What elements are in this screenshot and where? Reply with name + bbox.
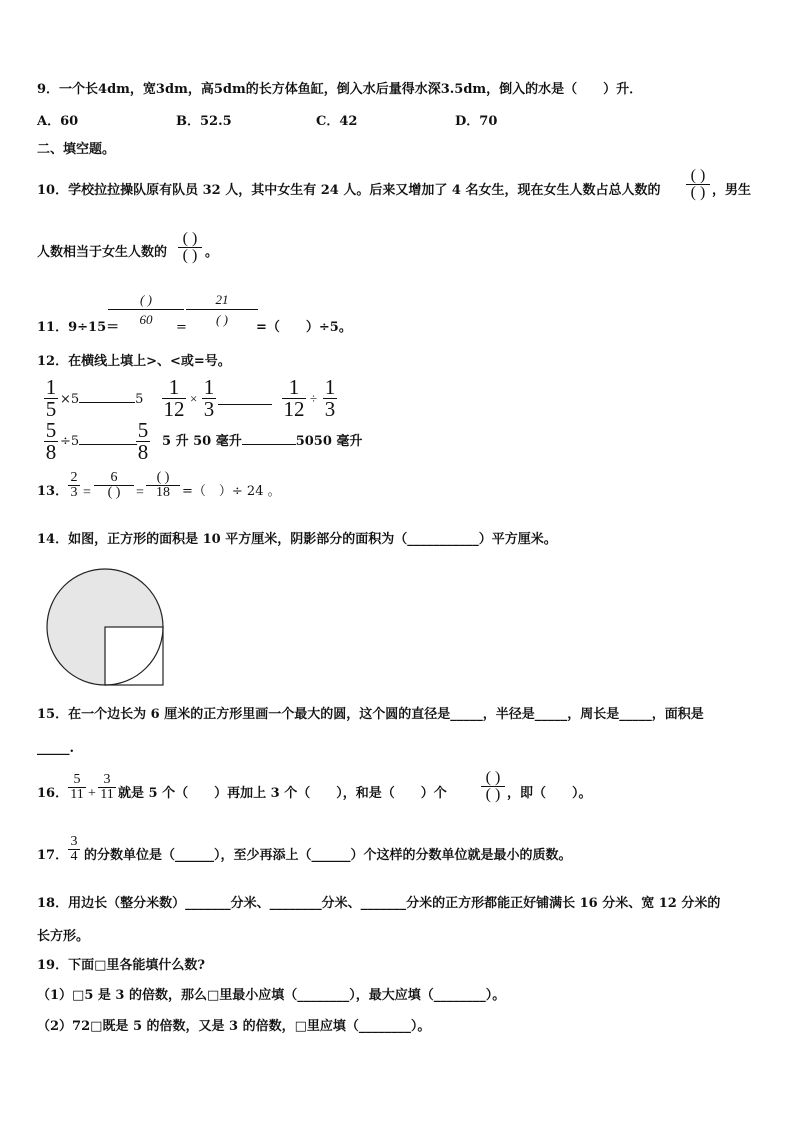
frac-num: 1 [324,375,336,399]
frac-den: 18 [156,485,170,500]
q12-r2-volume [162,433,362,450]
frac-den: 3 [324,397,336,421]
q12-frac-5-8b [136,420,150,463]
frac-den: ( ) [107,485,121,500]
q10-line2: 人数相当于女生人数的 [37,245,168,260]
q10-after-frac: ，男生 [712,183,752,198]
q10-frac2-den: ( ) [182,247,198,264]
q9-option-a: A．60 [37,114,79,129]
q12-times-5: ×5 [60,392,80,407]
frac-den: 12 [163,397,185,421]
frac-num: 3 [103,772,111,787]
q12-frac-5-8 [44,420,58,463]
q16-plus: + [88,786,96,801]
answer-blank[interactable] [79,433,137,445]
frac-num: 1 [288,375,300,399]
q14-figure [44,566,172,688]
frac-den: 8 [45,440,57,464]
frac-den: 3 [203,397,215,421]
frac-den: 12 [283,397,305,421]
q12-5l50ml: 5 升 50 毫升 [162,434,242,449]
q13-frac-18 [146,471,180,500]
answer-blank[interactable] [218,393,272,405]
q10-line1: 10．学校拉拉操队原有队员 32 人，其中女生有 24 人。后来又增加了 4 名女生，现在女生人数占总人数的 [37,183,661,198]
frac-num: 6 [110,470,118,485]
inner-square [105,627,163,685]
q11-equals: = [176,320,187,335]
q9-text: 9．一个长4dm，宽3dm，高5dm的长方体鱼缸，倒入水后量得水深3.5dm，倒入的水是（ ）升． [37,82,643,97]
q12-r1-expr [60,391,143,408]
q11-frac2-num: 21 [215,292,229,307]
frac-num: 1 [168,375,180,399]
frac-num: 5 [45,418,57,442]
q15-line1: 15．在一个边长为 6 厘米的正方形里画一个最大的圆，这个圆的直径是_____，半径是_____，周长是_____，面积是 [37,707,704,722]
frac-den: ( ) [485,786,501,803]
q12-frac-1-12b [282,377,306,420]
q12-frac-1-12 [162,377,186,420]
q16-frac-5-11 [68,773,86,802]
frac-den: 8 [137,440,149,464]
q17-prefix: 17． [37,848,69,863]
q19-sub-1: （1）□5 是 3 的倍数，那么□里最小应填（________），最大应填（________）。 [37,988,506,1003]
q18-line2: 长方形。 [37,929,90,944]
q11-fraction-2 [186,293,258,326]
q12-divide-5: ÷5 [60,434,80,449]
frac-num: 5 [137,418,149,442]
q17-frac-3-4 [68,835,80,864]
section-heading: 二、填空题。 [37,142,116,157]
frac-num: 2 [70,470,78,485]
q9-option-c: C．42 [316,114,358,129]
frac-num: 5 [73,772,81,787]
q12-r2-expr [60,433,137,450]
q11-frac1-num: ( ) [140,292,152,307]
frac-num: ( ) [156,470,170,485]
answer-blank[interactable] [242,433,296,445]
q13-tail: =（ ）÷ 24 。 [182,484,281,499]
q12-value-5: 5 [135,392,144,407]
q16-tail: ，即（ ）。 [507,786,592,801]
frac-num: 1 [45,375,57,399]
q10-frac1-den: ( ) [690,184,706,201]
q13-eq-2: = [136,485,144,500]
q12-frac-1-3b [323,377,337,420]
q10-frac2-num: ( ) [182,230,198,247]
q16-fraction-blank [481,770,505,803]
q16-frac-3-11 [98,773,116,802]
q9-option-d: D．70 [455,114,498,129]
frac-num: 3 [70,834,78,849]
q13-prefix: 13． [37,484,69,499]
q14-text: 14．如图，正方形的面积是 10 平方厘米，阴影部分的面积为（___________）平方厘米。 [37,532,557,547]
q19-sub-2: （2）72□既是 5 的倍数，又是 3 的倍数，□里应填（________）。 [37,1019,431,1034]
q11-frac1-den: 60 [139,312,153,327]
answer-blank[interactable] [79,391,135,403]
frac-den: 4 [70,849,78,864]
q18-line1: 18．用边长（整分米数）_______分米、________分米、_______分米的正方形都能正好铺满长 16 分米、宽 12 分米的 [37,896,721,911]
q11-prefix: 11．9÷15＝ [37,320,120,335]
q13-frac-6 [94,471,134,500]
q10-end: 。 [205,245,219,260]
q13-eq-1: = [83,485,91,500]
frac-den: 5 [45,397,57,421]
q11-tail: =（ ）÷5。 [256,320,352,335]
q11-fraction-1 [108,293,184,326]
q12-frac-1-3 [202,377,216,420]
q9-option-b: B．52.5 [176,114,232,129]
q16-prefix: 16． [37,786,69,801]
frac-num: ( ) [485,769,501,786]
q12-frac-1-5 [44,377,58,420]
q10-frac1-num: ( ) [690,167,706,184]
q11-frac2-den: ( ) [216,312,228,327]
q12-title: 12．在横线上填上>、<或=号。 [37,354,231,369]
q16-mid: 就是 5 个（ ）再加上 3 个（ ），和是（ ）个 [118,786,447,801]
frac-den: 11 [70,787,84,802]
q12-5050ml: 5050 毫升 [295,434,363,449]
frac-den: 11 [100,787,114,802]
q10-fraction-2 [178,231,202,264]
frac-den: 3 [70,485,78,500]
q12-times: × [190,391,198,406]
q17-text: 的分数单位是（______），至少再添上（______）个这样的分数单位就是最小的质数。 [84,848,572,863]
q13-frac-2-3 [68,471,80,500]
q10-fraction-1 [686,168,710,201]
q15-line2: _____. [37,741,75,756]
q12-divide: ÷ [310,391,318,406]
frac-num: 1 [203,375,215,399]
q19-title: 19．下面□里各能填什么数? [37,958,205,973]
